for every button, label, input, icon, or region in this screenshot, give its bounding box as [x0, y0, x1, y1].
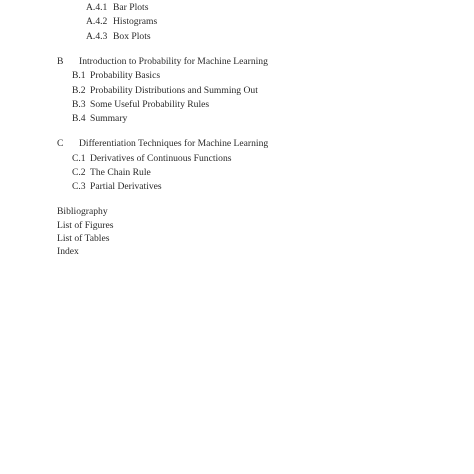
- toc-entry-number: A.4.3: [86, 31, 108, 42]
- toc-entry-number: B.3: [72, 99, 86, 110]
- toc-entry-c-2[interactable]: [72, 167, 151, 178]
- toc-entry-title: Box Plots: [113, 31, 151, 42]
- toc-entry-number: C.1: [72, 153, 86, 164]
- toc-entry-c-3[interactable]: [72, 181, 162, 192]
- toc-entry-number: A.4.1: [86, 2, 108, 13]
- toc-entry-b-4[interactable]: [72, 113, 127, 124]
- toc-entry-c-1[interactable]: [72, 153, 232, 164]
- toc-entry-a-4-1[interactable]: [86, 2, 148, 13]
- toc-entry-index[interactable]: Index: [57, 246, 79, 257]
- toc-entry-title: Partial Derivatives: [90, 181, 162, 192]
- toc-appendix-letter: B: [57, 56, 64, 67]
- toc-entry-list-of-tables[interactable]: List of Tables: [57, 233, 110, 244]
- toc-entry-b-2[interactable]: [72, 85, 258, 96]
- toc-entry-a-4-2[interactable]: [86, 16, 157, 27]
- toc-entry-bibliography[interactable]: Bibliography: [57, 206, 108, 217]
- toc-entry-title: Bar Plots: [113, 2, 149, 13]
- toc-entry-title: The Chain Rule: [90, 167, 151, 178]
- toc-entry-b-3[interactable]: [72, 99, 209, 110]
- toc-appendix-b[interactable]: [57, 56, 268, 67]
- toc-entry-title: Probability Distributions and Summing Out: [90, 85, 258, 96]
- toc-appendix-letter: C: [57, 138, 64, 149]
- toc-entry-number: C.2: [72, 167, 86, 178]
- toc-entry-title: Summary: [90, 113, 128, 124]
- toc-entry-number: B.1: [72, 70, 86, 81]
- toc-entry-b-1[interactable]: [72, 70, 160, 81]
- toc-entry-title: Derivatives of Continuous Functions: [90, 153, 232, 164]
- toc-entry-a-4-3[interactable]: [86, 31, 151, 42]
- toc-entry-number: C.3: [72, 181, 86, 192]
- toc-entry-title: Histograms: [113, 16, 158, 27]
- toc-appendix-title: Introduction to Probability for Machine Learning: [79, 56, 268, 67]
- toc-appendix-title: Differentiation Techniques for Machine Learning: [79, 138, 269, 149]
- toc-entry-title: Some Useful Probability Rules: [90, 99, 210, 110]
- toc-appendix-c[interactable]: [57, 138, 268, 149]
- toc-entry-number: A.4.2: [86, 16, 108, 27]
- toc-entry-title: Probability Basics: [90, 70, 161, 81]
- toc-entry-number: B.2: [72, 85, 86, 96]
- toc-entry-number: B.4: [72, 113, 86, 124]
- toc-entry-list-of-figures[interactable]: List of Figures: [57, 220, 114, 231]
